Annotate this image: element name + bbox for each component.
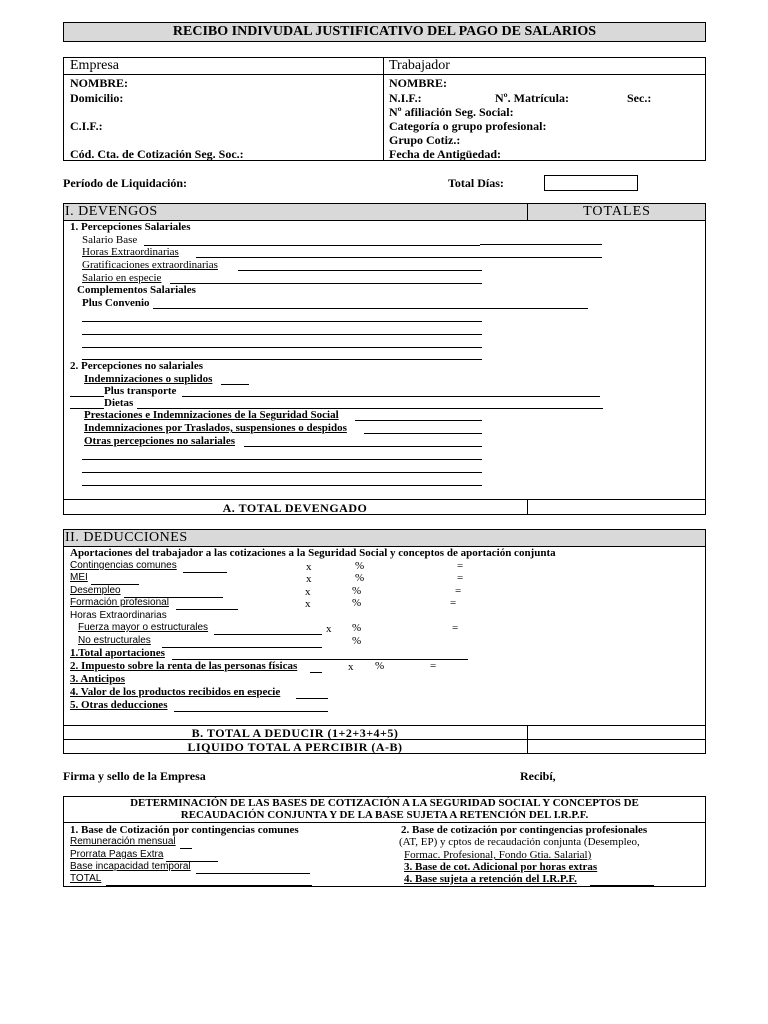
percepciones-no-salariales-title: 2. Percepciones no salariales	[70, 360, 203, 372]
mei-pct: %	[355, 572, 365, 584]
devengos-header: I. DEVENGOS	[65, 204, 158, 219]
irpf-x: x	[348, 661, 354, 673]
bases-total-label: TOTAL	[70, 873, 102, 884]
empresa-domicilio-label: Domicilio:	[70, 91, 124, 105]
aportaciones-title: Aportaciones del trabajador a las cotizaciones a la Seguridad Social y conceptos de aportación conjunta	[70, 547, 556, 559]
dietas-label: Dietas	[104, 397, 134, 409]
fuerza-mayor-x: x	[326, 623, 332, 635]
traslados-label: Indemnizaciones por Traslados, suspensiones o despidos	[84, 422, 347, 434]
remuneracion-label: Remuneración mensual	[70, 836, 176, 847]
plus-convenio-label: Plus Convenio	[82, 297, 150, 309]
fuerza-mayor-label: Fuerza mayor o estructurales	[78, 622, 209, 633]
total-devengado-label: A. TOTAL DEVENGADO	[222, 501, 368, 515]
trabajador-nif-label: N.I.F.:	[389, 91, 422, 105]
base3-label: 3. Base de cot. Adicional por horas extras	[404, 861, 598, 873]
deducciones-header: II. DEDUCCIONES	[65, 530, 188, 545]
totales-header: TOTALES	[583, 204, 651, 219]
anticipos-label: 3. Anticipos	[70, 673, 126, 685]
formacion-label: Formación profesional	[70, 597, 169, 608]
complementos-label: Complementos Salariales	[77, 284, 196, 296]
parties-box	[63, 57, 706, 161]
page-title: RECIBO INDIVUDAL JUSTIFICATIVO DEL PAGO DE SALARIOS	[172, 24, 597, 39]
trabajador-afiliacion-label: Nº afiliación Seg. Social:	[389, 105, 514, 119]
base2-line3: Formac. Profesional, Fondo Gtia. Salarial)	[404, 849, 592, 861]
prorrata-label: Prorrata Pagas Extra	[70, 849, 164, 860]
formacion-eq: =	[450, 597, 457, 609]
recibi-label: Recibí,	[520, 769, 556, 783]
prestaciones-label: Prestaciones e Indemnizaciones de la Seguridad Social	[84, 409, 339, 421]
formacion-pct: %	[352, 597, 362, 609]
base1-label: 1. Base de Cotización por contingencias comunes	[70, 824, 299, 836]
contingencias-label: Contingencias comunes	[70, 560, 177, 571]
mei-label: MEI	[70, 572, 88, 583]
incapacidad-label: Base incapacidad temporal	[70, 861, 191, 872]
contingencias-x: x	[306, 561, 312, 573]
gratificaciones-label: Gratificaciones extraordinarias	[82, 259, 218, 271]
horas-extra-deducciones-label: Horas Extraordinarias	[70, 610, 167, 621]
percepciones-salariales-title: 1. Percepciones Salariales	[70, 221, 191, 233]
trabajador-header: Trabajador	[389, 58, 450, 73]
empresa-nombre-label: NOMBRE:	[70, 76, 128, 90]
desempleo-label: Desempleo	[70, 585, 121, 596]
total-deducir-value[interactable]	[528, 726, 705, 738]
irpf-label: 2. Impuesto sobre la renta de las personas físicas	[70, 660, 298, 672]
base2-line2: (AT, EP) y cptos de recaudación conjunta (Desempleo,	[399, 836, 640, 848]
mei-eq: =	[457, 572, 464, 584]
bases-title-line2: RECAUDACIÓN CONJUNTA Y DE LA BASE SUJETA A RETENCIÓN DEL I.R.P.F.	[180, 809, 589, 821]
empresa-ccc-label: Cód. Cta. de Cotización Seg. Soc.:	[70, 147, 244, 161]
empresa-cif-label: C.I.F.:	[70, 119, 103, 133]
trabajador-categoria-label: Categoría o grupo profesional:	[389, 119, 547, 133]
contingencias-eq: =	[457, 560, 464, 572]
irpf-pct: %	[375, 660, 385, 672]
trabajador-matricula-label: Nº. Matrícula:	[495, 91, 569, 105]
trabajador-grupo-label: Grupo Cotiz.:	[389, 133, 461, 147]
total-deducir-label: B. TOTAL A DEDUCIR (1+2+3+4+5)	[191, 726, 399, 740]
empresa-header: Empresa	[70, 58, 119, 73]
desempleo-pct: %	[352, 585, 362, 597]
horas-extraordinarias-label: Horas Extraordinarias	[82, 246, 179, 258]
trabajador-nombre-label: NOMBRE:	[389, 76, 447, 90]
no-estructurales-pct: %	[352, 635, 362, 647]
productos-especie-label: 4. Valor de los productos recibidos en especie	[70, 686, 281, 698]
contingencias-pct: %	[355, 560, 365, 572]
irpf-eq: =	[430, 660, 437, 672]
formacion-x: x	[305, 598, 311, 610]
no-estructurales-label: No estructurales	[78, 635, 151, 646]
liquido-label: LIQUIDO TOTAL A PERCIBIR (A-B)	[187, 740, 403, 754]
plus-transporte-label: Plus transporte	[104, 385, 177, 397]
base2-label: 2. Base de cotización por contingencias profesionales	[401, 824, 648, 836]
total-aportaciones-label: 1.Total aportaciones	[70, 647, 165, 659]
salario-base-label: Salario Base	[82, 234, 138, 246]
trabajador-sec-label: Sec.:	[627, 91, 652, 105]
desempleo-eq: =	[455, 585, 462, 597]
firma-empresa-label: Firma y sello de la Empresa	[63, 769, 206, 783]
otras-deducciones-label: 5. Otras deducciones	[70, 699, 168, 711]
total-dias-label: Total Días:	[448, 176, 504, 190]
trabajador-antiguedad-label: Fecha de Antigüedad:	[389, 147, 502, 161]
fuerza-mayor-pct: %	[352, 622, 362, 634]
indemnizaciones-suplidos-label: Indemnizaciones o suplidos	[84, 373, 213, 385]
periodo-label: Período de Liquidación:	[63, 176, 188, 190]
desempleo-x: x	[305, 586, 311, 598]
fuerza-mayor-eq: =	[452, 622, 459, 634]
total-dias-field[interactable]	[544, 175, 638, 191]
mei-x: x	[306, 573, 312, 585]
liquido-value[interactable]	[528, 740, 705, 753]
otras-percepciones-label: Otras percepciones no salariales	[84, 435, 236, 447]
total-devengado-value[interactable]	[528, 500, 705, 514]
bases-title-line1: DETERMINACIÓN DE LAS BASES DE COTIZACIÓN A LA SEGURIDAD SOCIAL Y CONCEPTOS DE	[130, 797, 639, 809]
salario-especie-label: Salario en especie	[82, 272, 162, 284]
base4-label: 4. Base sujeta a retención del I.R.P.F.	[404, 873, 577, 885]
